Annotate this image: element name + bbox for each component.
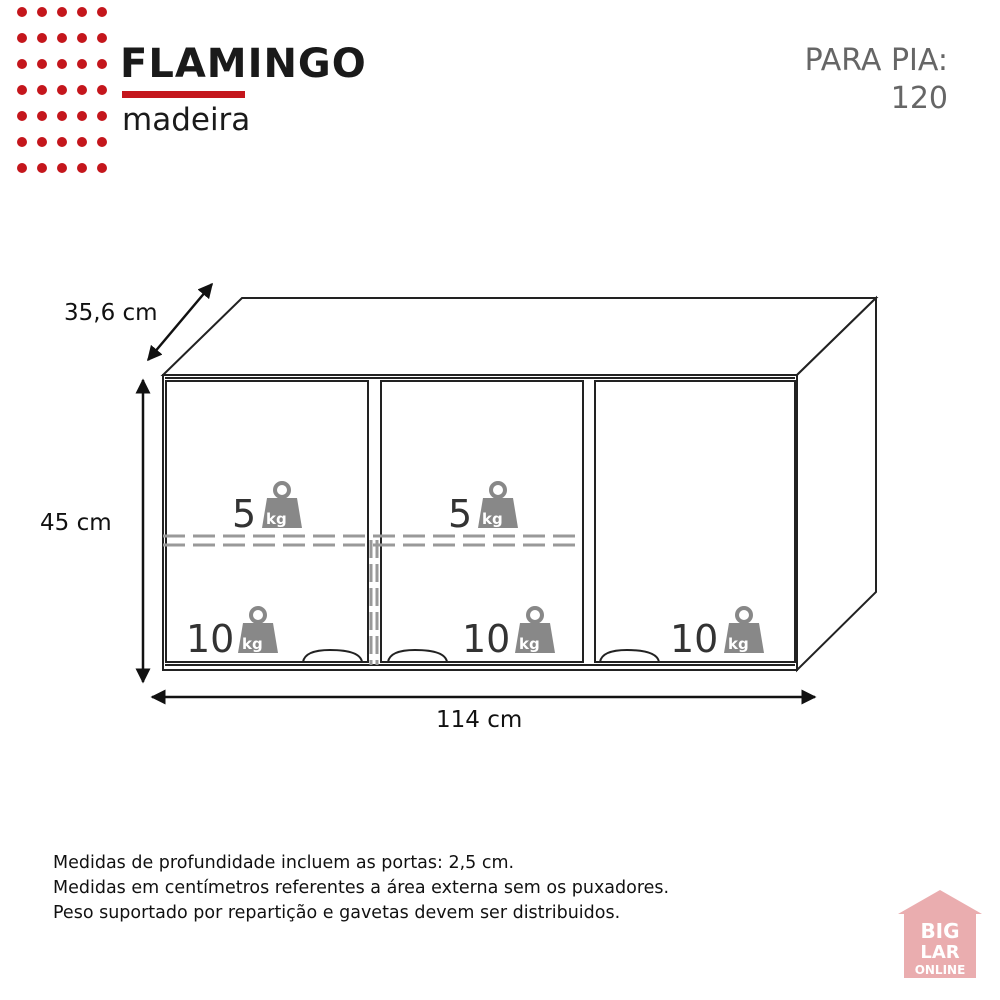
- brand-subtitle: madeira: [122, 102, 251, 138]
- watermark-house-icon: [898, 888, 982, 980]
- svg-text:10: 10: [462, 617, 511, 661]
- watermark-line3: ONLINE: [914, 963, 966, 977]
- depth-label: 35,6 cm: [64, 300, 158, 326]
- note-line: Medidas em centímetros referentes a área externa sem os puxadores.: [53, 878, 670, 898]
- svg-text:kg: kg: [242, 635, 263, 653]
- height-label: 45 cm: [40, 510, 112, 536]
- svg-text:10: 10: [186, 617, 235, 661]
- watermark-line2: LAR: [920, 942, 960, 963]
- svg-text:10: 10: [670, 617, 719, 661]
- para-pia-label: PARA PIA:: [804, 43, 948, 78]
- notes: [53, 851, 669, 926]
- watermark-line1: BIG: [920, 919, 960, 943]
- width-label: 114 cm: [436, 707, 523, 733]
- note-line: Peso suportado por repartição e gavetas devem ser distribuidos.: [53, 903, 621, 923]
- svg-text:kg: kg: [482, 510, 503, 528]
- svg-text:5: 5: [232, 492, 257, 536]
- svg-text:kg: kg: [266, 510, 287, 528]
- note-line: Medidas de profundidade incluem as portas: 2,5 cm.: [53, 853, 515, 873]
- svg-text:kg: kg: [519, 635, 540, 653]
- svg-text:kg: kg: [728, 635, 749, 653]
- para-pia-value: 120: [890, 81, 948, 116]
- svg-text:5: 5: [448, 492, 473, 536]
- cabinet-body: [163, 298, 876, 670]
- brand-name: FLAMINGO: [120, 41, 367, 87]
